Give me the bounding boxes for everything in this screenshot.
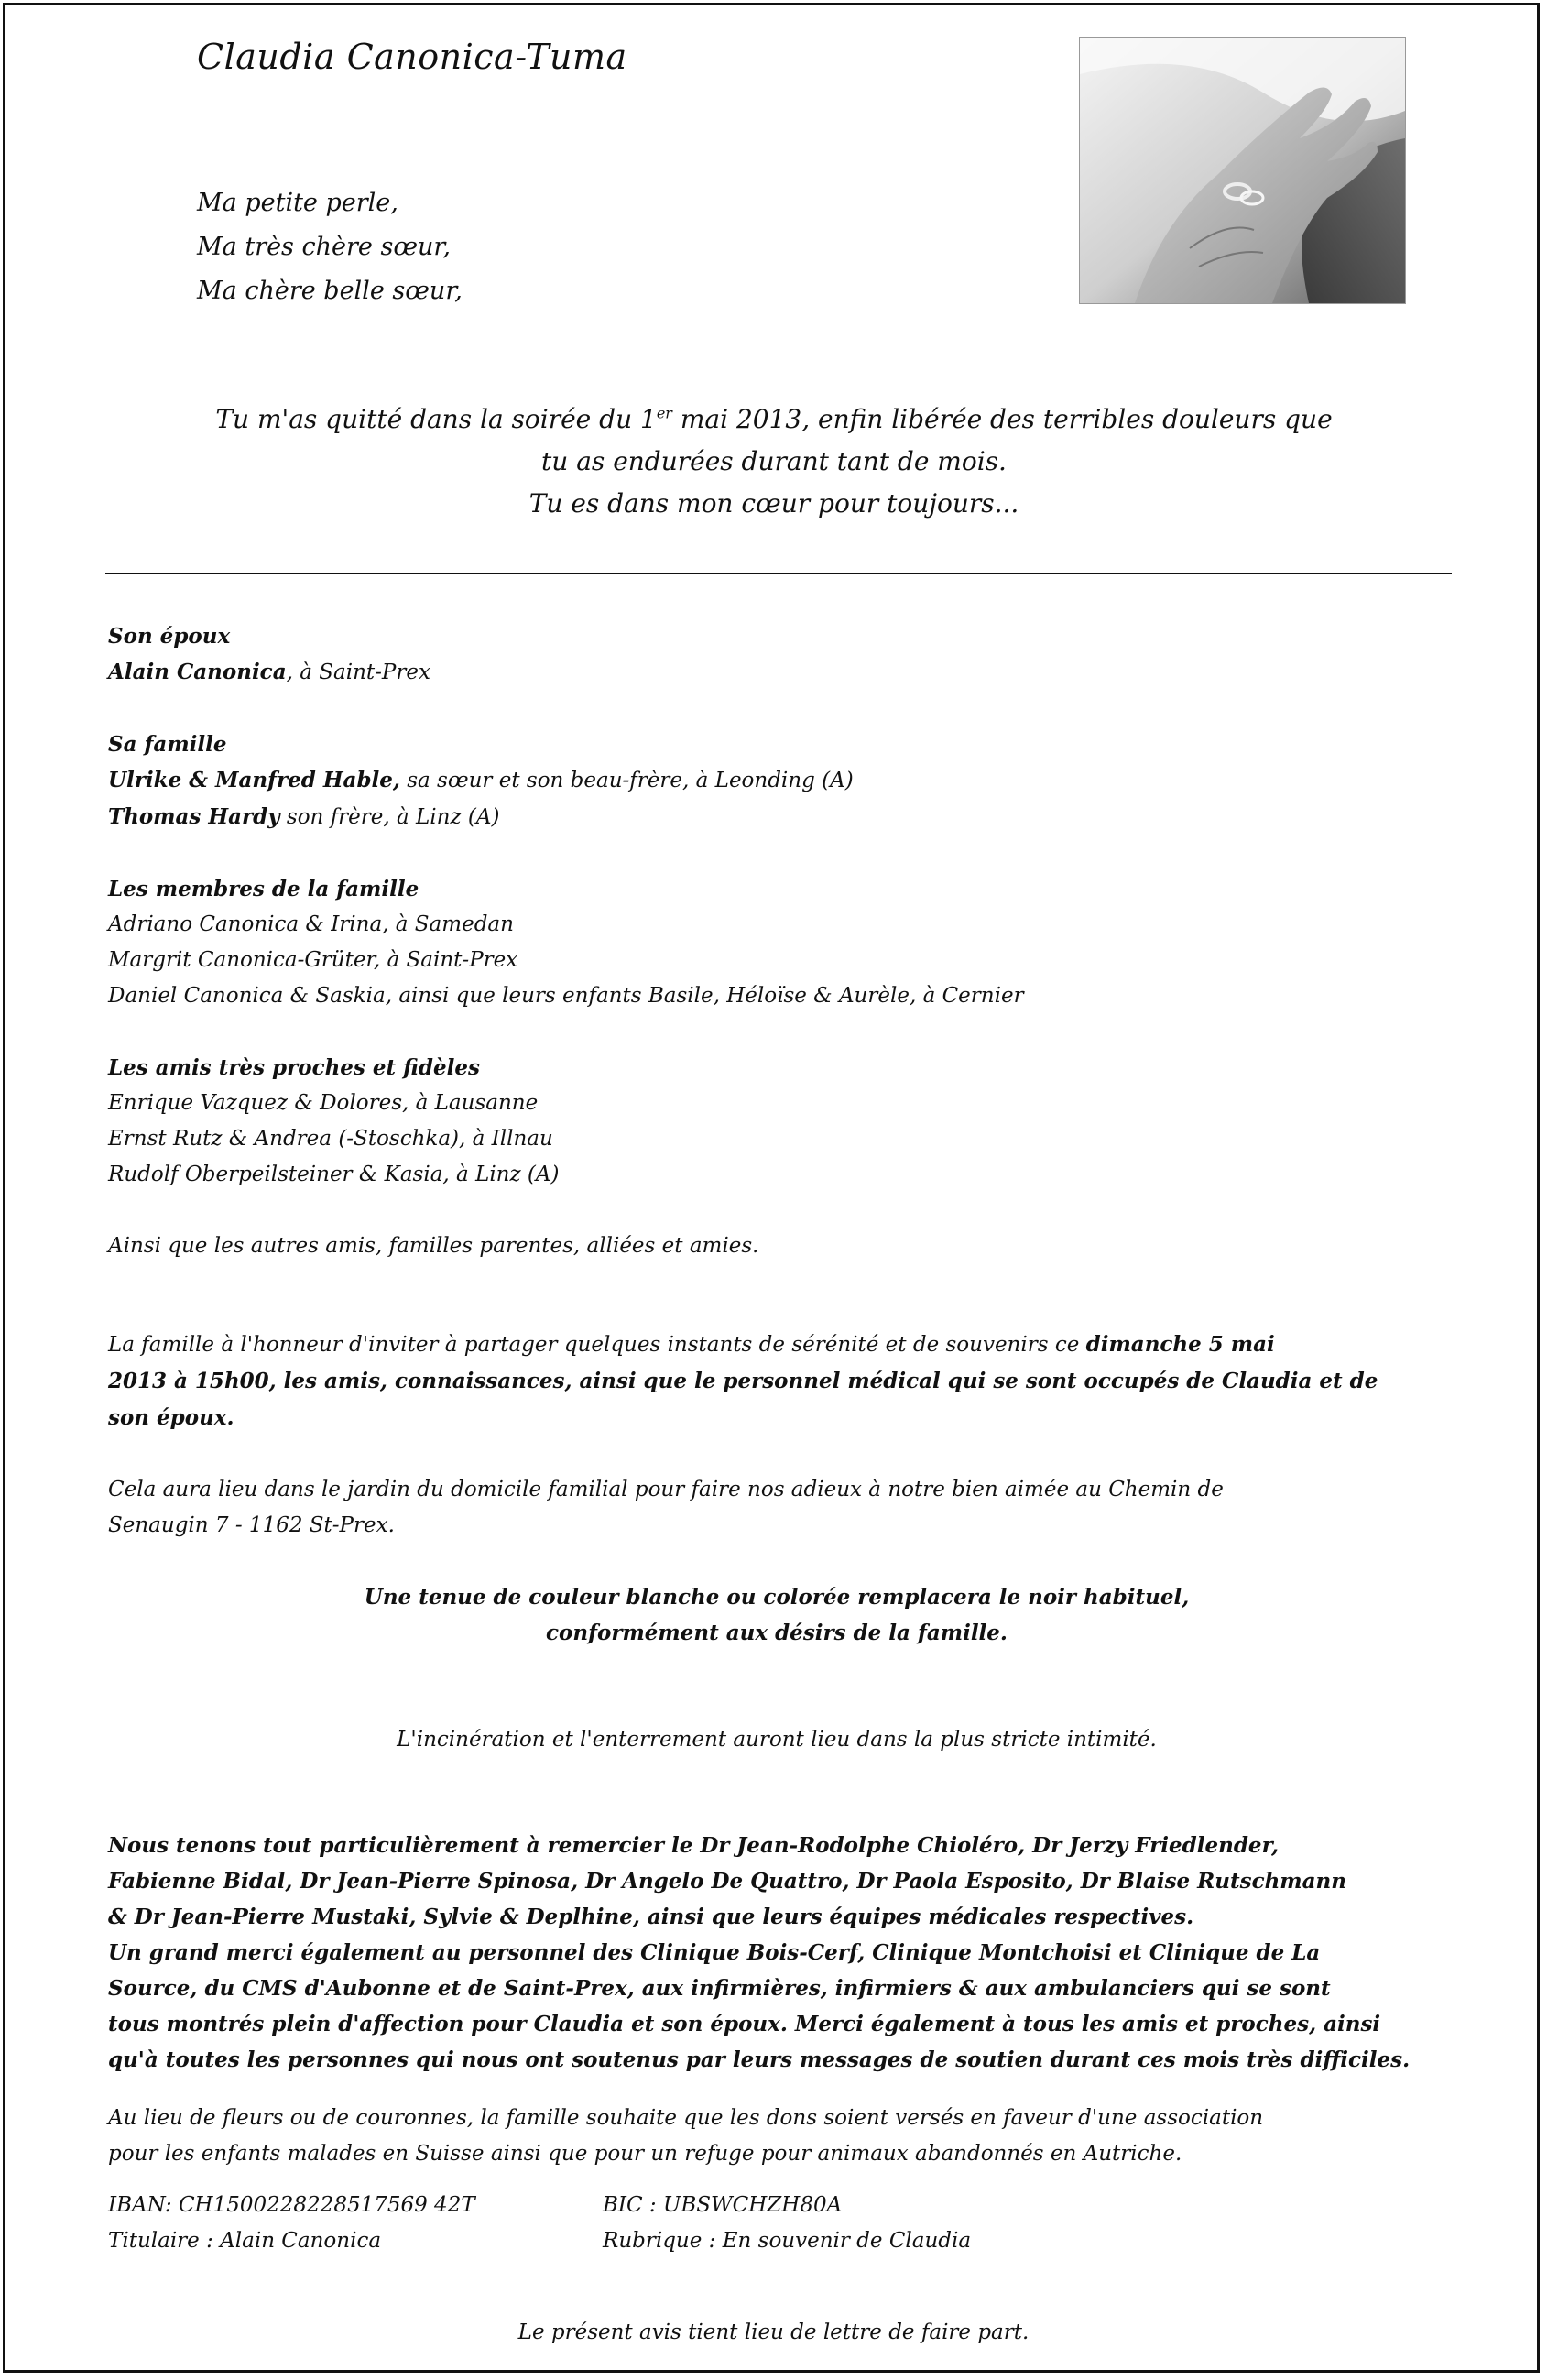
- thanks-line: & Dr Jean-Pierre Mustaki, Sylvie & Deplhine, ainsi que leurs équipes médicales respectives.: [108, 1905, 1194, 1929]
- invitation: [108, 1326, 1445, 1758]
- invitation-bold-text: 2013 à 15h00, les amis, connaissances, ainsi que le personnel médical qui se sont occupés de Claudia et de: [108, 1369, 1378, 1393]
- thanks-line: Fabienne Bidal, Dr Jean-Pierre Spinosa, Dr Angelo De Quattro, Dr Paola Esposito, Dr Blaise Rutschmann: [108, 1869, 1346, 1894]
- donations: [108, 2101, 1445, 2172]
- member-entry: Adriano Canonica & Irina, à Samedan: [108, 912, 514, 936]
- spouse-heading: Son époux: [108, 624, 231, 649]
- thanks-line: Source, du CMS d'Aubonne et de Saint-Prex, aux infirmières, infirmiers & aux ambulanciers qui se sont: [108, 1976, 1331, 2001]
- bank-details: [108, 2188, 1207, 2259]
- quote-superscript: er: [656, 404, 672, 422]
- thanks-line: tous montrés plein d'affection pour Claudia et son époux. Merci également à tous les amis et proches, ainsi: [108, 2012, 1381, 2036]
- sister-entry: [108, 762, 1445, 799]
- members-heading: Les membres de la famille: [108, 877, 419, 901]
- quote-line: Tu es dans mon cœur pour toujours...: [528, 488, 1019, 519]
- farewell-quote: [105, 398, 1443, 525]
- spouse-name: Alain Canonica: [108, 660, 287, 684]
- family-heading: Sa famille: [108, 732, 227, 757]
- member-entry: Daniel Canonica & Saskia, ainsi que leurs enfants Basile, Héloïse & Aurèle, à Cernier: [108, 984, 1024, 1008]
- brother-name: Thomas Hardy: [108, 804, 280, 829]
- thanks-line: Un grand merci également au personnel des Clinique Bois-Cerf, Clinique Montchoisi et Clinique de La: [108, 1940, 1321, 1965]
- invitation-date: dimanche 5 mai: [1085, 1332, 1275, 1357]
- greeting-line: Ma chère belle sœur,: [197, 277, 463, 305]
- donation-line: Au lieu de fleurs ou de couronnes, la famille souhaite que les dons soient versés en faveur d'une association: [108, 2106, 1264, 2130]
- iban: IBAN: CH1500228228517569 42T: [108, 2193, 475, 2217]
- greeting-line: Ma très chère sœur,: [197, 233, 451, 261]
- thanks-line: Nous tenons tout particulièrement à remercier le Dr Jean-Rodolphe Chioléro, Dr Jerzy Friedlender,: [108, 1833, 1280, 1858]
- dress-code-line: conformément aux désirs de la famille.: [546, 1621, 1008, 1645]
- family-list: [108, 618, 1445, 1264]
- dress-code: [108, 1579, 1445, 1651]
- invitation-line: [108, 1363, 1445, 1400]
- thanks-line: qu'à toutes les personnes qui nous ont soutenus par leurs messages de soutien durant ces mois très difficiles.: [108, 2047, 1411, 2072]
- cremation-note: L'incinération et l'enterrement auront lieu dans la plus stricte intimité.: [397, 1728, 1157, 1752]
- place-line: Cela aura lieu dans le jardin du domicile familial pour faire nos adieux à notre bien aimée au Chemin de: [108, 1478, 1224, 1501]
- greeting: [197, 181, 463, 313]
- deceased-name: Claudia Canonica-Tuma: [197, 37, 627, 77]
- holding-hands-photo: [1079, 37, 1406, 304]
- others-line: Ainsi que les autres amis, familles parentes, alliées et amies.: [108, 1234, 759, 1258]
- dress-code-line: Une tenue de couleur blanche ou colorée remplacera le noir habituel,: [364, 1585, 1190, 1610]
- place-line: Senaugin 7 - 1162 St-Prex.: [108, 1513, 395, 1537]
- brother-desc: son frère, à Linz (A): [279, 805, 500, 829]
- friends-heading: Les amis très proches et fidèles: [108, 1055, 480, 1080]
- friend-entry: Enrique Vazquez & Dolores, à Lausanne: [108, 1091, 539, 1115]
- holding-hands-icon: [1080, 38, 1405, 303]
- bic: BIC : UBSWCHZH80A: [603, 2193, 843, 2217]
- holder: Titulaire : Alain Canonica: [108, 2229, 382, 2253]
- quote-line: tu as endurées durant tant de mois.: [541, 446, 1007, 476]
- greeting-line: Ma petite perle,: [197, 189, 398, 217]
- spouse-entry: [108, 654, 1445, 691]
- spouse-place: , à Saint-Prex: [286, 661, 430, 684]
- thanks: [108, 1828, 1445, 2078]
- invitation-line: [108, 1326, 1445, 1363]
- bank-details-col2: [603, 2188, 971, 2259]
- rubric: Rubrique : En souvenir de Claudia: [603, 2229, 972, 2253]
- brother-entry: [108, 799, 1445, 835]
- footer-note: Le présent avis tient lieu de lettre de faire part.: [517, 2320, 1030, 2344]
- friend-entry: Ernst Rutz & Andrea (-Stoschka), à Illnau: [108, 1127, 553, 1151]
- quote-line: [105, 398, 1443, 441]
- member-entry: Margrit Canonica-Grüter, à Saint-Prex: [108, 948, 518, 972]
- invitation-bold-text: son époux.: [108, 1405, 234, 1430]
- sister-desc: sa sœur et son beau-frère, à Leonding (A): [399, 769, 854, 792]
- donation-line: pour les enfants malades en Suisse ainsi que pour un refuge pour animaux abandonnés en Autriche.: [108, 2142, 1182, 2166]
- sister-name: Ulrike & Manfred Hable,: [108, 768, 400, 792]
- quote-text: mai 2013, enfin libérée des terribles douleurs que: [671, 404, 1333, 434]
- invitation-line: [108, 1400, 1445, 1436]
- quote-text: Tu m'as quitté dans la soirée du 1: [215, 404, 657, 434]
- divider: [105, 573, 1452, 574]
- invitation-text: La famille à l'honneur d'inviter à partager quelques instants de sérénité et de souvenirs ce: [108, 1333, 1086, 1357]
- friend-entry: Rudolf Oberpeilsteiner & Kasia, à Linz (A): [108, 1163, 560, 1186]
